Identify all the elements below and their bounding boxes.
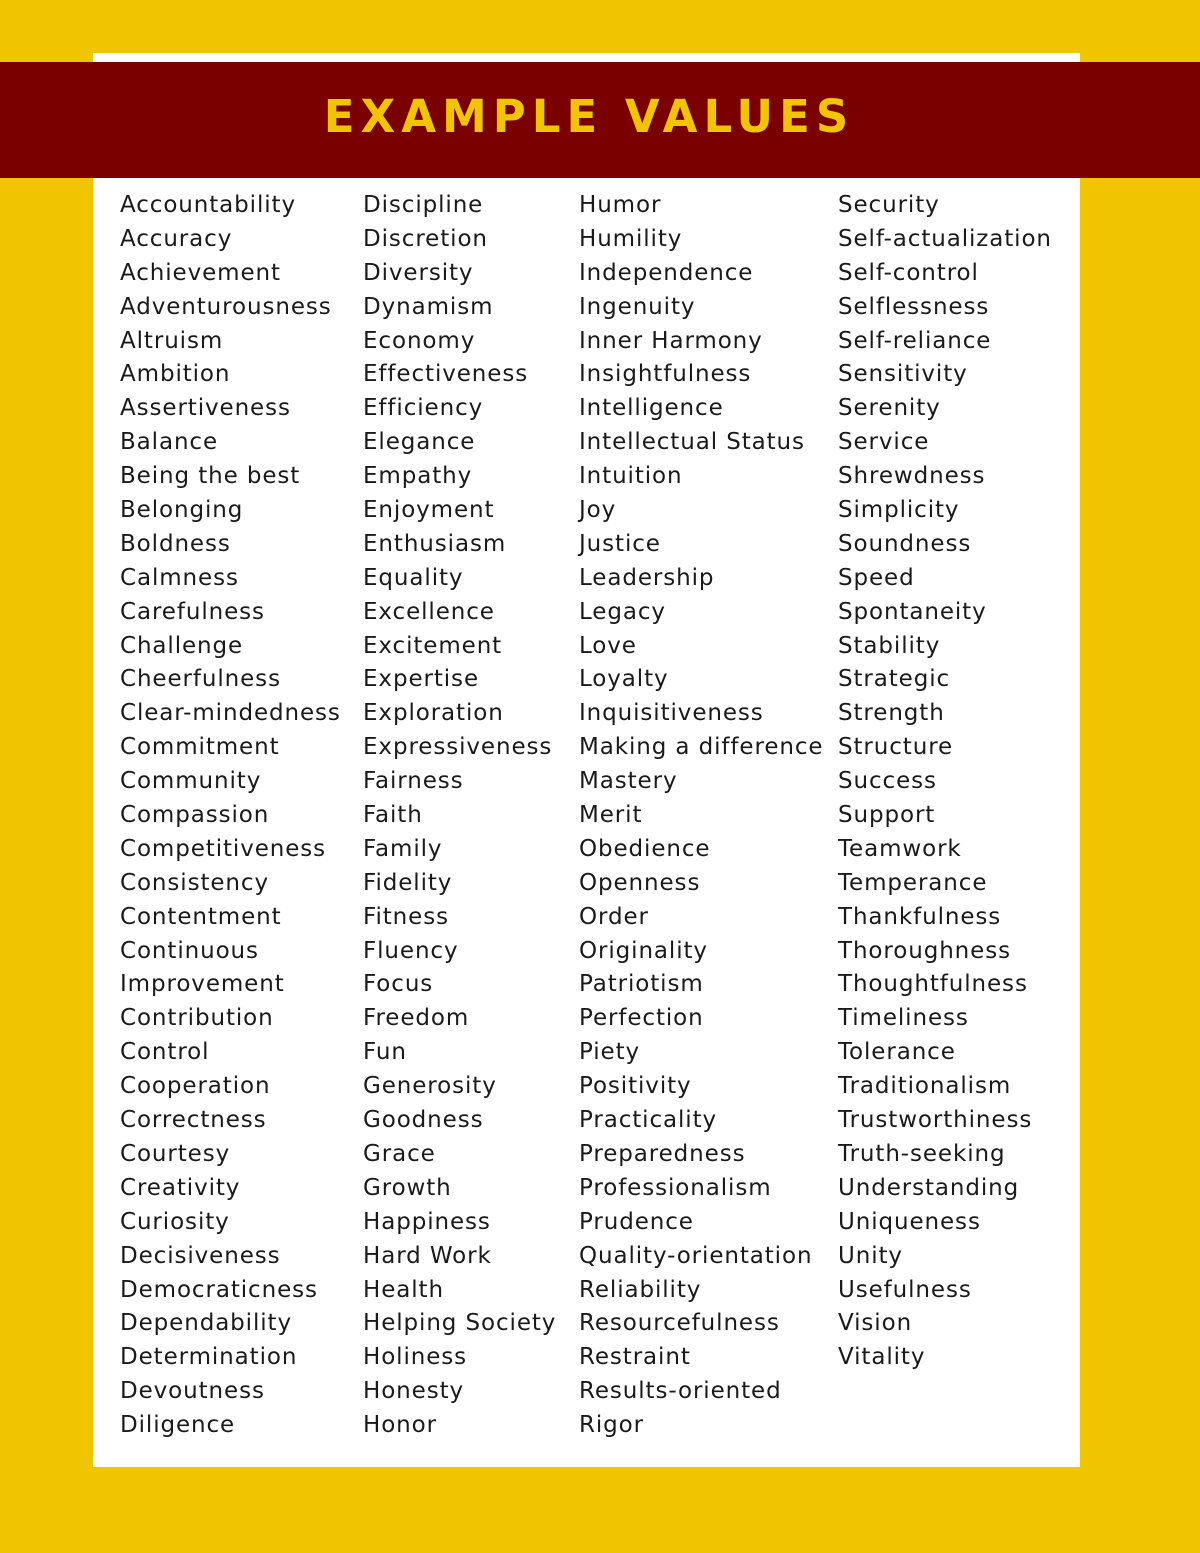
value-item: Fairness [363, 768, 464, 795]
value-item: Helping Society [363, 1310, 557, 1337]
value-item: Order [579, 903, 649, 930]
values-column-1 [120, 189, 341, 1443]
value-item: Commitment [120, 734, 280, 761]
value-item: Health [363, 1276, 444, 1303]
value-item: Security [838, 192, 940, 218]
value-item: Challenge [120, 632, 244, 659]
value-item: Serenity [838, 395, 941, 422]
value-item: Enjoyment [363, 497, 495, 524]
page-title: EXAMPLE VALUES [323, 89, 855, 143]
value-item: Simplicity [838, 497, 960, 524]
value-item: Shrewdness [838, 463, 986, 490]
value-item: Structure [838, 734, 954, 761]
value-item: Efficiency [363, 395, 484, 422]
value-item: Love [579, 632, 637, 659]
value-item: Family [363, 835, 443, 862]
value-item: Assertiveness [120, 395, 291, 422]
value-item: Thoughtfulness [838, 971, 1028, 998]
value-item: Joy [579, 497, 617, 524]
value-item: Timeliness [838, 1005, 969, 1032]
value-item: Achievement [120, 259, 281, 286]
value-item: Speed [838, 564, 915, 591]
value-item: Unity [838, 1242, 903, 1269]
value-item: Happiness [363, 1208, 491, 1235]
value-item: Vision [838, 1310, 913, 1337]
value-item: Accuracy [120, 225, 233, 252]
value-item: Selflessness [838, 293, 990, 320]
value-item: Sensitivity [838, 361, 968, 388]
value-item: Cheerfulness [120, 666, 281, 693]
value-item: Self-actualization [838, 225, 1052, 252]
value-item: Democraticness [120, 1276, 318, 1303]
value-item: Inner Harmony [579, 327, 763, 354]
value-item: Obedience [579, 835, 711, 862]
value-item: Courtesy [120, 1140, 231, 1167]
value-item: Fun [363, 1039, 407, 1066]
value-item: Altruism [120, 327, 224, 354]
value-item: Continuous [120, 937, 259, 964]
value-item: Thankfulness [838, 903, 1002, 930]
value-item: Truth-seeking [838, 1140, 1006, 1167]
value-item: Adventurousness [120, 293, 332, 320]
value-item: Control [120, 1039, 210, 1066]
value-item: Quality-orientation [579, 1242, 813, 1269]
value-item: Economy [363, 327, 476, 354]
value-item: Contentment [120, 903, 282, 930]
value-item: Intelligence [579, 395, 724, 422]
value-item: Faith [363, 802, 423, 829]
value-item: Compassion [120, 802, 270, 829]
value-item: Making a difference [579, 734, 824, 761]
values-column-2 [363, 189, 556, 1443]
value-item: Clear-mindedness [120, 700, 341, 727]
value-item: Elegance [363, 429, 476, 456]
value-item: Teamwork [838, 835, 962, 862]
value-item: Rigor [579, 1412, 644, 1439]
value-item: Generosity [363, 1073, 497, 1100]
value-item: Ingenuity [579, 293, 696, 320]
value-item: Fidelity [363, 869, 453, 896]
value-item: Positivity [579, 1073, 692, 1100]
value-item: Temperance [838, 869, 988, 896]
value-item: Intellectual Status [579, 429, 805, 456]
value-item: Cooperation [120, 1073, 271, 1100]
value-item: Originality [579, 937, 708, 964]
value-item: Boldness [120, 530, 231, 557]
value-item: Decisiveness [120, 1242, 281, 1269]
value-item: Piety [579, 1039, 641, 1066]
value-item: Growth [363, 1174, 452, 1201]
value-item: Discretion [363, 225, 488, 252]
value-item: Restraint [579, 1344, 691, 1371]
value-item: Determination [120, 1344, 298, 1371]
value-item: Belonging [120, 497, 244, 524]
value-item: Curiosity [120, 1208, 230, 1235]
value-item: Grace [363, 1140, 436, 1167]
value-item: Legacy [579, 598, 666, 625]
value-item: Excitement [363, 632, 503, 659]
value-item: Honesty [363, 1378, 465, 1405]
value-item: Resourcefulness [579, 1310, 780, 1337]
value-item: Tolerance [838, 1039, 956, 1066]
value-item: Vitality [838, 1344, 926, 1371]
value-item: Loyalty [579, 666, 669, 693]
value-item: Strength [838, 700, 945, 727]
value-item: Honor [363, 1412, 437, 1439]
title-banner [0, 62, 1200, 178]
value-item: Understanding [838, 1174, 1020, 1201]
value-item: Empathy [363, 463, 473, 490]
values-column-3 [579, 189, 823, 1443]
value-item: Professionalism [579, 1174, 772, 1201]
value-item: Ambition [120, 361, 231, 388]
value-item: Humility [579, 225, 683, 252]
value-item: Creativity [120, 1174, 241, 1201]
value-item: Justice [579, 530, 661, 557]
value-item: Improvement [120, 971, 285, 998]
value-item: Inquisitiveness [579, 700, 764, 727]
value-item: Fitness [363, 903, 449, 930]
value-item: Traditionalism [838, 1073, 1012, 1100]
value-item: Hard Work [363, 1242, 492, 1269]
value-item: Mastery [579, 768, 678, 795]
value-item: Dependability [120, 1310, 292, 1337]
value-item: Devoutness [120, 1378, 265, 1405]
value-item: Soundness [838, 530, 972, 557]
value-item: Expressiveness [363, 734, 553, 761]
value-item: Self-reliance [838, 327, 992, 354]
value-item: Merit [579, 802, 643, 829]
value-item: Freedom [363, 1005, 470, 1032]
value-item: Preparedness [579, 1140, 746, 1167]
value-item: Community [120, 768, 262, 795]
value-item: Effectiveness [363, 361, 529, 388]
value-item: Trustworthiness [838, 1107, 1033, 1134]
value-item: Leadership [579, 564, 715, 591]
value-item: Discipline [363, 192, 484, 218]
value-item: Prudence [579, 1208, 694, 1235]
value-item: Reliability [579, 1276, 702, 1303]
value-item: Balance [120, 429, 219, 456]
value-item: Calmness [120, 564, 239, 591]
value-item: Insightfulness [579, 361, 752, 388]
value-item: Expertise [363, 666, 479, 693]
value-item: Competitiveness [120, 835, 327, 862]
value-item: Success [838, 768, 937, 795]
value-item: Consistency [120, 869, 269, 896]
values-column-4 [838, 189, 1052, 1375]
value-item: Intuition [579, 463, 683, 490]
value-item: Perfection [579, 1005, 704, 1032]
value-item: Uniqueness [838, 1208, 981, 1235]
value-item: Spontaneity [838, 598, 987, 625]
value-item: Enthusiasm [363, 530, 507, 557]
value-item: Being the best [120, 463, 301, 490]
value-item: Service [838, 429, 930, 456]
value-item: Equality [363, 564, 464, 591]
value-item: Strategic [838, 666, 951, 693]
value-item: Fluency [363, 937, 459, 964]
value-item: Excellence [363, 598, 495, 625]
value-item: Diligence [120, 1412, 236, 1439]
value-item: Accountability [120, 192, 296, 218]
value-item: Diversity [363, 259, 474, 286]
value-item: Humor [579, 192, 662, 218]
value-item: Thoroughness [838, 937, 1011, 964]
value-item: Usefulness [838, 1276, 972, 1303]
value-item: Independence [579, 259, 754, 286]
value-item: Dynamism [363, 293, 494, 320]
value-item: Support [838, 802, 936, 829]
value-item: Holiness [363, 1344, 468, 1371]
value-item: Stability [838, 632, 941, 659]
value-item: Results-oriented [579, 1378, 782, 1405]
value-item: Practicality [579, 1107, 718, 1134]
value-item: Patriotism [579, 971, 704, 998]
value-item: Correctness [120, 1107, 267, 1134]
value-item: Exploration [363, 700, 504, 727]
value-item: Openness [579, 869, 701, 896]
value-item: Focus [363, 971, 434, 998]
value-item: Goodness [363, 1107, 484, 1134]
value-item: Contribution [120, 1005, 274, 1032]
value-item: Self-control [838, 259, 979, 286]
value-item: Carefulness [120, 598, 265, 625]
